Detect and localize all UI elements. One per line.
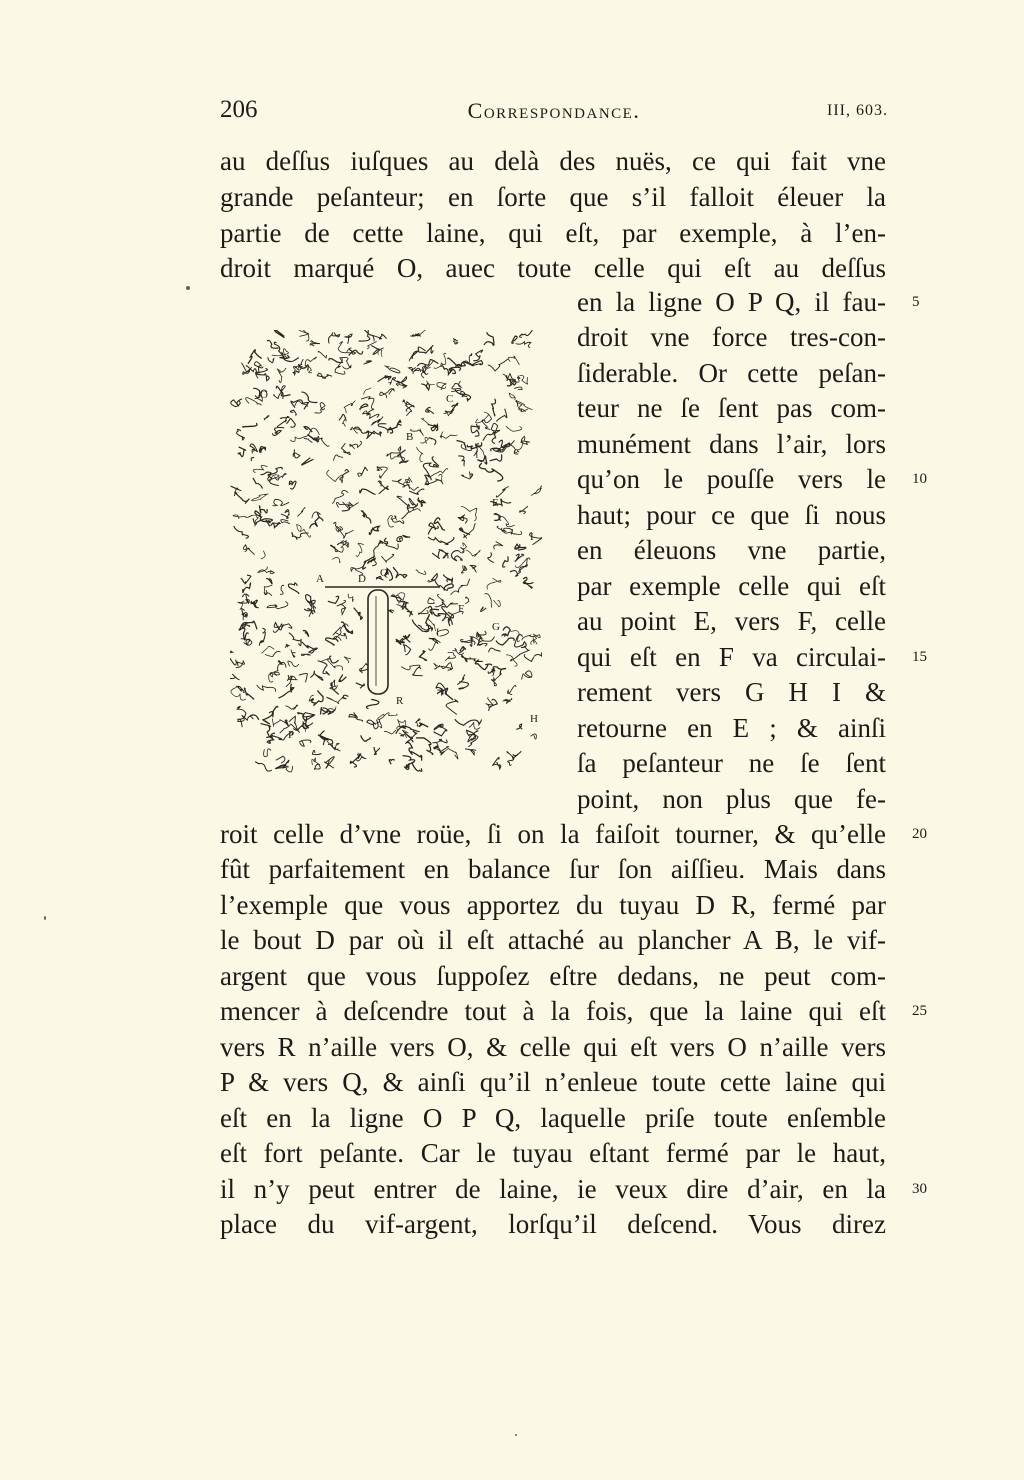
- text-line: vers R n’aille vers O, & celle qui eſt vers O n’aille vers: [220, 1032, 886, 1062]
- text-line: argent que vous ſuppoſez eſtre dedans, ne peut com-: [220, 961, 886, 991]
- figure-label: I: [530, 531, 534, 543]
- text-line: teur ne ſe ſent pas com-: [577, 393, 886, 423]
- text-line: retourne en E ; & ainſi: [577, 713, 886, 743]
- figure-label: H: [530, 713, 538, 725]
- line-number: 5: [912, 294, 920, 310]
- figure-label: A: [316, 573, 324, 585]
- text-line: ſiderable. Or cette peſan-: [577, 358, 886, 388]
- text-line: au point E, vers F, celle: [577, 606, 886, 636]
- figure-label: B: [406, 431, 414, 443]
- text-line: ſa peſanteur ne ſe ſent: [577, 748, 886, 778]
- text-line: fût parfaitement en balance ſur ſon aiſſieu. Mais dans: [220, 854, 886, 884]
- text-line: partie de cette laine, qui eſt, par exemple, à l’en-: [220, 218, 886, 248]
- page-speck: [515, 1434, 517, 1436]
- line-number: 20: [912, 826, 927, 842]
- figure-label: O: [260, 389, 268, 401]
- figure-label: G: [492, 621, 500, 633]
- page-speck: [44, 916, 46, 920]
- text-line: point, non plus que fe-: [577, 784, 886, 814]
- running-header: [220, 96, 888, 130]
- figure-label: D: [358, 573, 366, 585]
- text-line: roit celle d’vne roüe, ſi on la faiſoit tourner, & qu’elle: [220, 819, 886, 849]
- text-line: par exemple celle qui eſt: [577, 571, 886, 601]
- wool-tube-illustration: [230, 330, 542, 778]
- line-number: 30: [912, 1181, 927, 1197]
- text-line: il n’y peut entrer de laine, ie veux dire d’air, en la: [220, 1174, 886, 1204]
- figure-label: P: [288, 729, 295, 741]
- text-line: P & vers Q, & ainſi qu’il n’enleue toute cette laine qui: [220, 1067, 886, 1097]
- text-line: qu’on le pouſſe vers le: [577, 464, 886, 494]
- figure-label: F: [458, 603, 465, 615]
- line-number: 25: [912, 1003, 927, 1019]
- text-line: munément dans l’air, lors: [577, 429, 886, 459]
- tube-dr: [368, 590, 388, 694]
- text-line: eſt fort peſante. Car le tuyau eſtant fermé par le haut,: [220, 1138, 886, 1168]
- running-title: Correspondance.: [467, 98, 641, 123]
- figure-label: Q: [380, 567, 388, 579]
- volume-reference: III, 603.: [827, 102, 888, 119]
- text-line: eſt en la ligne O P Q, laquelle priſe toute enſemble: [220, 1103, 886, 1133]
- text-line: qui eſt en F va circulai-: [577, 642, 886, 672]
- text-line: le bout D par où il eſt attaché au plancher A B, le vif-: [220, 925, 886, 955]
- figure-label: E: [492, 497, 499, 509]
- text-line: place du vif-argent, lorſqu’il deſcend. Vous direz: [220, 1209, 886, 1239]
- page-number: 206: [220, 96, 258, 123]
- text-line: en la ligne O P Q, il fau-: [577, 287, 886, 317]
- text-line: en éleuons vne partie,: [577, 535, 886, 565]
- figure-label: R: [396, 695, 404, 707]
- line-number: 10: [912, 471, 927, 487]
- figure-label: C: [446, 393, 454, 405]
- text-line: droit vne force tres-con-: [577, 322, 886, 352]
- wool-texture: [230, 330, 542, 772]
- text-line: mencer à deſcendre tout à la fois, que la laine qui eſt: [220, 996, 886, 1026]
- text-line: haut; pour ce que ſi nous: [577, 500, 886, 530]
- text-line: l’exemple que vous apportez du tuyau D R, fermé par: [220, 890, 886, 920]
- page-speck: [186, 286, 190, 290]
- text-line: au deſſus iuſques au delà des nuës, ce qui fait vne: [220, 146, 886, 176]
- line-number: 15: [912, 649, 927, 665]
- text-line: grande peſanteur; en ſorte que s’il falloit éleuer la: [220, 182, 886, 212]
- text-line: rement vers G H I &: [577, 677, 886, 707]
- text-line: droit marqué O, auec toute celle qui eſt au deſſus: [220, 253, 886, 283]
